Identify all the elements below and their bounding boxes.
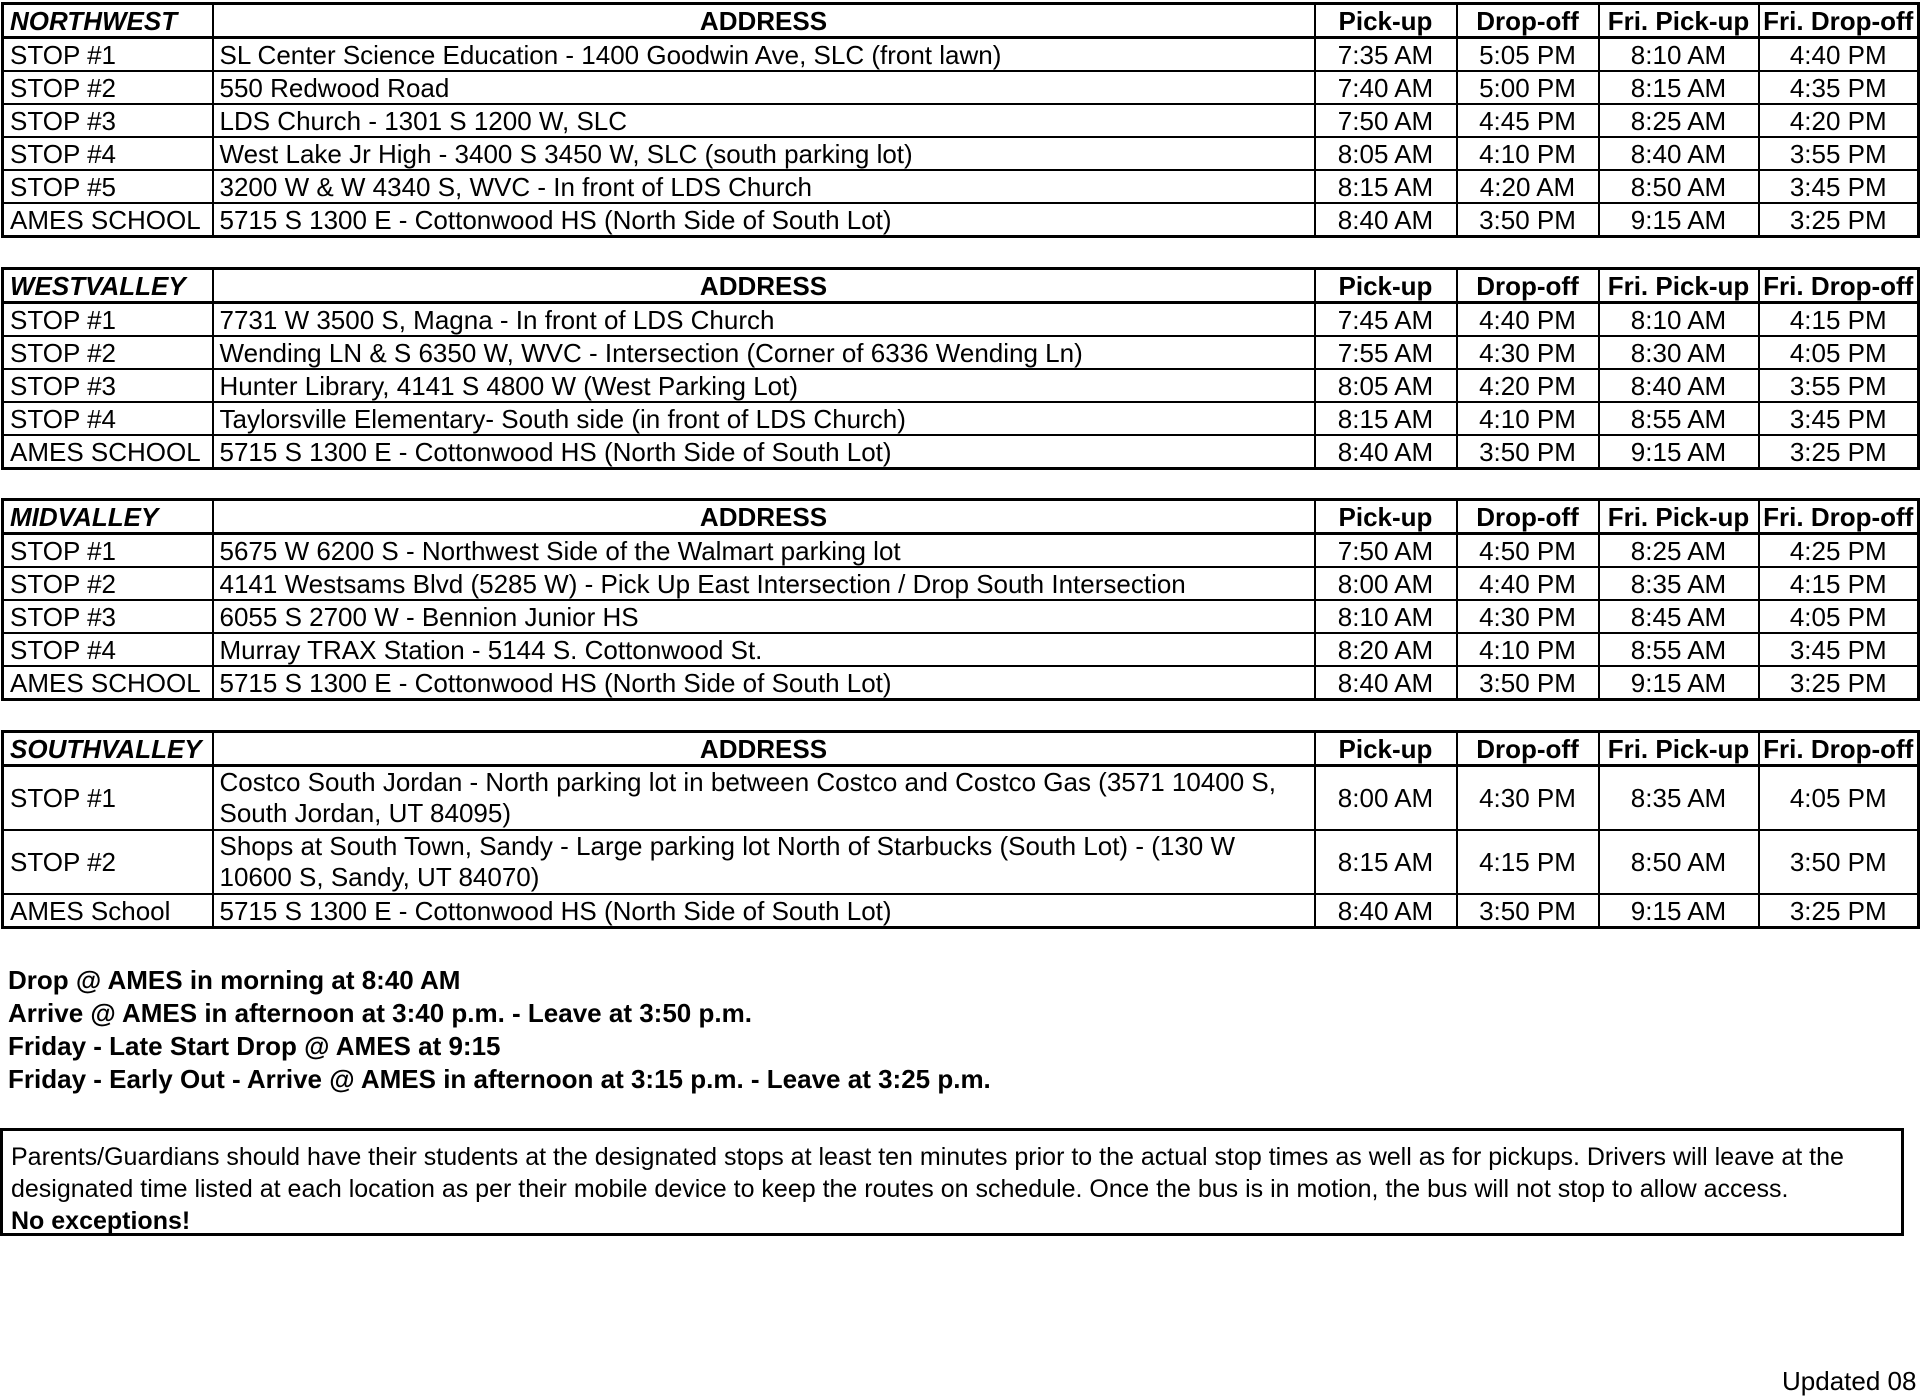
- stop-address: Murray TRAX Station - 5144 S. Cottonwood St.: [213, 633, 1315, 666]
- stop-address: Shops at South Town, Sandy - Large parking lot North of Starbucks (South Lot) - (130 W 10600 S, Sandy, UT 84070): [213, 830, 1315, 894]
- fri-dropoff-time: 3:45 PM: [1759, 402, 1919, 435]
- address-header: ADDRESS: [213, 269, 1315, 303]
- dropoff-header: Drop-off: [1457, 4, 1599, 38]
- fri-pickup-time: 8:10 AM: [1599, 38, 1759, 72]
- table-row: [3, 666, 1919, 700]
- fri-dropoff-header: Fri. Drop-off: [1759, 269, 1919, 303]
- dropoff-time: 5:00 PM: [1457, 71, 1599, 104]
- pickup-time: 8:40 AM: [1315, 894, 1457, 928]
- region-header: WESTVALLEY: [3, 269, 213, 303]
- stop-address: 550 Redwood Road: [213, 71, 1315, 104]
- fri-dropoff-time: 3:25 PM: [1759, 666, 1919, 700]
- pickup-time: 8:15 AM: [1315, 830, 1457, 894]
- fri-pickup-time: 8:15 AM: [1599, 71, 1759, 104]
- fri-pickup-header: Fri. Pick-up: [1599, 500, 1759, 534]
- stop-address: LDS Church - 1301 S 1200 W, SLC: [213, 104, 1315, 137]
- table-row: [3, 567, 1919, 600]
- fri-pickup-time: 8:30 AM: [1599, 336, 1759, 369]
- dropoff-time: 4:10 PM: [1457, 137, 1599, 170]
- region-header: SOUTHVALLEY: [3, 732, 213, 766]
- stop-name: STOP #2: [3, 71, 213, 104]
- stop-address: 4141 Westsams Blvd (5285 W) - Pick Up East Intersection / Drop South Intersection: [213, 567, 1315, 600]
- table-row: [3, 71, 1919, 104]
- table-body: [3, 732, 1919, 928]
- disclaimer-box: [0, 1128, 1904, 1236]
- fri-dropoff-time: 3:25 PM: [1759, 894, 1919, 928]
- stop-address: 6055 S 2700 W - Bennion Junior HS: [213, 600, 1315, 633]
- fri-dropoff-header: Fri. Drop-off: [1759, 4, 1919, 38]
- dropoff-time: 5:05 PM: [1457, 38, 1599, 72]
- table-row: [3, 435, 1919, 469]
- fri-dropoff-time: 3:25 PM: [1759, 203, 1919, 237]
- fri-pickup-time: 9:15 AM: [1599, 666, 1759, 700]
- fri-pickup-time: 8:40 AM: [1599, 369, 1759, 402]
- disclaimer-emphasis: No exceptions!: [11, 1207, 191, 1235]
- fri-pickup-time: 8:25 AM: [1599, 534, 1759, 568]
- fri-dropoff-time: 3:55 PM: [1759, 137, 1919, 170]
- header-row: [3, 500, 1919, 534]
- table-row: [3, 766, 1919, 831]
- stop-name: STOP #1: [3, 38, 213, 72]
- fri-dropoff-time: 4:15 PM: [1759, 303, 1919, 337]
- pickup-time: 8:05 AM: [1315, 137, 1457, 170]
- pickup-time: 8:40 AM: [1315, 435, 1457, 469]
- dropoff-time: 3:50 PM: [1457, 894, 1599, 928]
- pickup-time: 7:55 AM: [1315, 336, 1457, 369]
- note-line: Friday - Late Start Drop @ AMES at 9:15: [8, 1031, 501, 1061]
- table-body: [3, 269, 1919, 469]
- pickup-header: Pick-up: [1315, 500, 1457, 534]
- fri-dropoff-time: 3:45 PM: [1759, 633, 1919, 666]
- fri-pickup-time: 8:55 AM: [1599, 402, 1759, 435]
- stop-name: STOP #2: [3, 336, 213, 369]
- stop-address: 3200 W & W 4340 S, WVC - In front of LDS Church: [213, 170, 1315, 203]
- table-body: [3, 500, 1919, 700]
- stop-address: Taylorsville Elementary- South side (in front of LDS Church): [213, 402, 1315, 435]
- dropoff-time: 4:30 PM: [1457, 336, 1599, 369]
- table-row: [3, 600, 1919, 633]
- northwest-table: [1, 2, 1920, 238]
- fri-pickup-time: 8:25 AM: [1599, 104, 1759, 137]
- disclaimer-text: Parents/Guardians should have their students at the designated stops at least ten minutes prior to the actual stop times as well as for pickups. Drivers will leave at the designated time listed at each location as per their mobile device to keep the routes on schedule. Once the bus is in motion, the bus will not stop to allow access.: [11, 1143, 1844, 1203]
- dropoff-time: 3:50 PM: [1457, 666, 1599, 700]
- region-header: NORTHWEST: [3, 4, 213, 38]
- stop-address: 7731 W 3500 S, Magna - In front of LDS Church: [213, 303, 1315, 337]
- pickup-time: 8:20 AM: [1315, 633, 1457, 666]
- stop-name: AMES School: [3, 894, 213, 928]
- fri-dropoff-time: 4:20 PM: [1759, 104, 1919, 137]
- fri-dropoff-time: 4:05 PM: [1759, 766, 1919, 831]
- pickup-time: 7:35 AM: [1315, 38, 1457, 72]
- fri-pickup-time: 8:45 AM: [1599, 600, 1759, 633]
- pickup-time: 7:50 AM: [1315, 534, 1457, 568]
- pickup-time: 8:00 AM: [1315, 766, 1457, 831]
- table-row: [3, 369, 1919, 402]
- pickup-time: 7:50 AM: [1315, 104, 1457, 137]
- midvalley-table: [1, 498, 1920, 701]
- fri-dropoff-time: 4:05 PM: [1759, 336, 1919, 369]
- pickup-time: 8:15 AM: [1315, 170, 1457, 203]
- updated-stamp: Updated 08: [1782, 1366, 1917, 1396]
- table-row: [3, 534, 1919, 568]
- dropoff-header: Drop-off: [1457, 500, 1599, 534]
- fri-dropoff-time: 4:25 PM: [1759, 534, 1919, 568]
- pickup-header: Pick-up: [1315, 269, 1457, 303]
- header-row: [3, 4, 1919, 38]
- schedule-notes: [8, 964, 991, 1096]
- pickup-header: Pick-up: [1315, 4, 1457, 38]
- fri-dropoff-time: 3:45 PM: [1759, 170, 1919, 203]
- stop-address: 5715 S 1300 E - Cottonwood HS (North Side of South Lot): [213, 666, 1315, 700]
- table-row: [3, 104, 1919, 137]
- stop-address: 5675 W 6200 S - Northwest Side of the Walmart parking lot: [213, 534, 1315, 568]
- dropoff-header: Drop-off: [1457, 732, 1599, 766]
- address-header: ADDRESS: [213, 732, 1315, 766]
- table-row: [3, 402, 1919, 435]
- fri-pickup-time: 8:10 AM: [1599, 303, 1759, 337]
- table-row: [3, 170, 1919, 203]
- table-row: [3, 38, 1919, 72]
- fri-dropoff-header: Fri. Drop-off: [1759, 732, 1919, 766]
- pickup-time: 7:40 AM: [1315, 71, 1457, 104]
- stop-name: AMES SCHOOL: [3, 435, 213, 469]
- stop-address: 5715 S 1300 E - Cottonwood HS (North Side of South Lot): [213, 435, 1315, 469]
- fri-dropoff-time: 4:15 PM: [1759, 567, 1919, 600]
- fri-pickup-time: 9:15 AM: [1599, 203, 1759, 237]
- fri-dropoff-time: 4:40 PM: [1759, 38, 1919, 72]
- stop-name: AMES SCHOOL: [3, 203, 213, 237]
- stop-name: STOP #1: [3, 534, 213, 568]
- note-line: Friday - Early Out - Arrive @ AMES in afternoon at 3:15 p.m. - Leave at 3:25 p.m.: [8, 1064, 991, 1094]
- dropoff-time: 3:50 PM: [1457, 203, 1599, 237]
- fri-pickup-time: 8:40 AM: [1599, 137, 1759, 170]
- address-header: ADDRESS: [213, 4, 1315, 38]
- fri-pickup-header: Fri. Pick-up: [1599, 269, 1759, 303]
- table-body: [3, 4, 1919, 237]
- stop-address: SL Center Science Education - 1400 Goodwin Ave, SLC (front lawn): [213, 38, 1315, 72]
- address-header: ADDRESS: [213, 500, 1315, 534]
- stop-name: STOP #4: [3, 402, 213, 435]
- stop-name: STOP #3: [3, 600, 213, 633]
- region-header: MIDVALLEY: [3, 500, 213, 534]
- pickup-header: Pick-up: [1315, 732, 1457, 766]
- fri-pickup-time: 8:35 AM: [1599, 567, 1759, 600]
- stop-name: STOP #1: [3, 303, 213, 337]
- dropoff-time: 4:20 AM: [1457, 170, 1599, 203]
- dropoff-time: 4:10 PM: [1457, 633, 1599, 666]
- dropoff-time: 4:40 PM: [1457, 303, 1599, 337]
- stop-address: Wending LN & S 6350 W, WVC - Intersection (Corner of 6336 Wending Ln): [213, 336, 1315, 369]
- fri-pickup-time: 9:15 AM: [1599, 435, 1759, 469]
- pickup-time: 8:00 AM: [1315, 567, 1457, 600]
- table-row: [3, 894, 1919, 928]
- fri-pickup-time: 8:50 AM: [1599, 170, 1759, 203]
- stop-address: Costco South Jordan - North parking lot in between Costco and Costco Gas (3571 10400 S, South Jordan, UT 84095): [213, 766, 1315, 831]
- table-row: [3, 633, 1919, 666]
- table-row: [3, 137, 1919, 170]
- dropoff-time: 4:30 PM: [1457, 766, 1599, 831]
- stop-name: STOP #1: [3, 766, 213, 831]
- stop-name: STOP #2: [3, 830, 213, 894]
- fri-pickup-time: 8:55 AM: [1599, 633, 1759, 666]
- stop-name: STOP #3: [3, 369, 213, 402]
- fri-dropoff-time: 3:55 PM: [1759, 369, 1919, 402]
- table-row: [3, 203, 1919, 237]
- header-row: [3, 269, 1919, 303]
- stop-name: STOP #4: [3, 633, 213, 666]
- pickup-time: 8:05 AM: [1315, 369, 1457, 402]
- fri-pickup-header: Fri. Pick-up: [1599, 4, 1759, 38]
- stop-address: West Lake Jr High - 3400 S 3450 W, SLC (south parking lot): [213, 137, 1315, 170]
- fri-pickup-time: 8:35 AM: [1599, 766, 1759, 831]
- dropoff-time: 4:30 PM: [1457, 600, 1599, 633]
- fri-dropoff-time: 3:50 PM: [1759, 830, 1919, 894]
- dropoff-time: 4:10 PM: [1457, 402, 1599, 435]
- fri-pickup-time: 9:15 AM: [1599, 894, 1759, 928]
- stop-address: Hunter Library, 4141 S 4800 W (West Parking Lot): [213, 369, 1315, 402]
- fri-pickup-header: Fri. Pick-up: [1599, 732, 1759, 766]
- note-line: Arrive @ AMES in afternoon at 3:40 p.m. - Leave at 3:50 p.m.: [8, 998, 752, 1028]
- fri-pickup-time: 8:50 AM: [1599, 830, 1759, 894]
- fri-dropoff-time: 4:05 PM: [1759, 600, 1919, 633]
- stop-name: STOP #4: [3, 137, 213, 170]
- southvalley-table: [1, 730, 1920, 929]
- stop-name: STOP #3: [3, 104, 213, 137]
- header-row: [3, 732, 1919, 766]
- table-row: [3, 336, 1919, 369]
- fri-dropoff-time: 4:35 PM: [1759, 71, 1919, 104]
- dropoff-time: 4:45 PM: [1457, 104, 1599, 137]
- stop-address: 5715 S 1300 E - Cottonwood HS (North Side of South Lot): [213, 894, 1315, 928]
- pickup-time: 8:40 AM: [1315, 666, 1457, 700]
- fri-dropoff-header: Fri. Drop-off: [1759, 500, 1919, 534]
- dropoff-time: 4:50 PM: [1457, 534, 1599, 568]
- table-row: [3, 830, 1919, 894]
- dropoff-time: 4:15 PM: [1457, 830, 1599, 894]
- dropoff-time: 4:20 PM: [1457, 369, 1599, 402]
- pickup-time: 7:45 AM: [1315, 303, 1457, 337]
- stop-name: AMES SCHOOL: [3, 666, 213, 700]
- note-line: Drop @ AMES in morning at 8:40 AM: [8, 965, 461, 995]
- westvalley-table: [1, 267, 1920, 470]
- pickup-time: 8:15 AM: [1315, 402, 1457, 435]
- stop-address: 5715 S 1300 E - Cottonwood HS (North Side of South Lot): [213, 203, 1315, 237]
- pickup-time: 8:40 AM: [1315, 203, 1457, 237]
- dropoff-header: Drop-off: [1457, 269, 1599, 303]
- stop-name: STOP #2: [3, 567, 213, 600]
- pickup-time: 8:10 AM: [1315, 600, 1457, 633]
- dropoff-time: 4:40 PM: [1457, 567, 1599, 600]
- fri-dropoff-time: 3:25 PM: [1759, 435, 1919, 469]
- stop-name: STOP #5: [3, 170, 213, 203]
- table-row: [3, 303, 1919, 337]
- dropoff-time: 3:50 PM: [1457, 435, 1599, 469]
